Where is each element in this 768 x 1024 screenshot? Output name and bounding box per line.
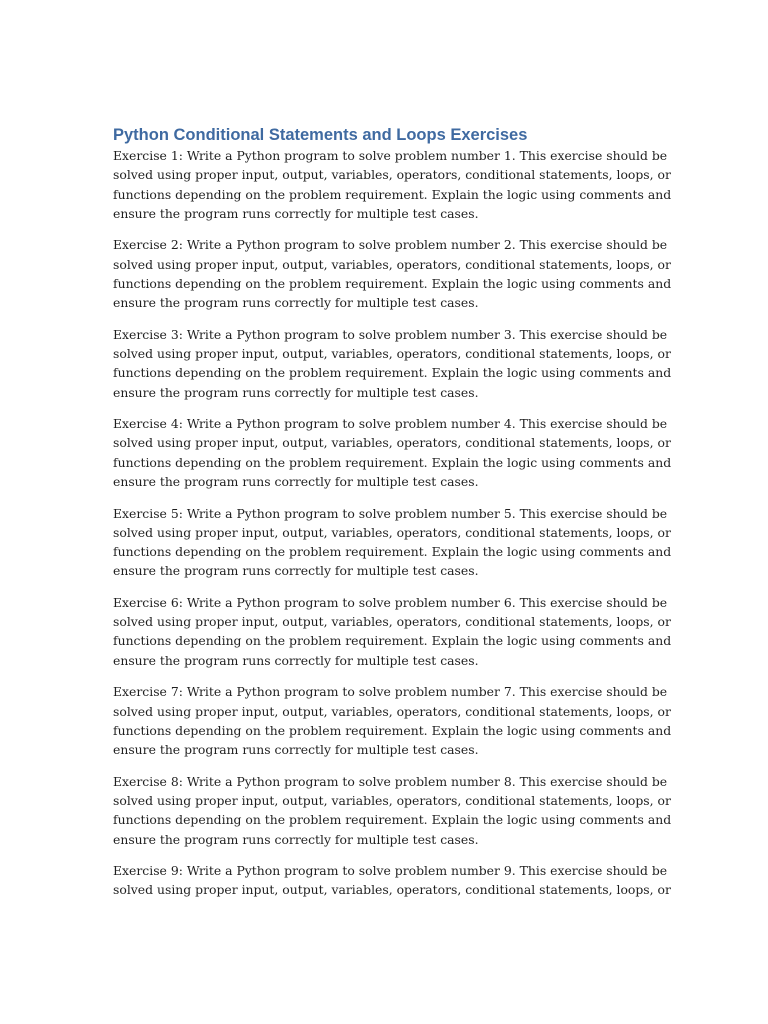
- exercise-paragraph-4: [113, 414, 672, 491]
- exercise-list: [113, 146, 672, 900]
- paragraph-spacer: [113, 223, 643, 235]
- paragraph-spacer: [113, 670, 643, 682]
- exercise-paragraph-3: [113, 325, 672, 402]
- exercise-text-line: Exercise 1: Write a Python program to solve problem number 1. This exercise should be: [113, 148, 668, 163]
- exercise-text-line: solved using proper input, output, variables, operators, conditional statements, loops, or: [113, 346, 671, 362]
- exercise-text-line: solved using proper input, output, variables, operators, conditional statements, loops, or: [113, 256, 671, 272]
- exercise-text-line: functions depending on the problem requirement. Explain the logic using comments and: [113, 544, 672, 560]
- exercise-text-line: Exercise 4: Write a Python program to solve problem number 4. This exercise should be: [113, 416, 668, 432]
- exercise-text-line: Exercise 9: Write a Python program to solve problem number 9. This exercise should be: [113, 863, 668, 878]
- paragraph-spacer: [113, 581, 643, 593]
- exercise-paragraph-7: [113, 682, 672, 759]
- exercise-text-line: ensure the program runs correctly for multiple test cases.: [113, 474, 479, 490]
- exercise-text-line: solved using proper input, output, variables, operators, conditional statements, loops, or: [113, 792, 671, 808]
- exercise-paragraph-8: [113, 772, 672, 849]
- exercise-text-line: ensure the program runs correctly for multiple test cases.: [113, 652, 479, 668]
- exercise-paragraph-5: [113, 504, 672, 581]
- exercise-text-line: solved using proper input, output, variables, operators, conditional statements, loops, or: [113, 435, 671, 451]
- exercise-text-line: ensure the program runs correctly for multiple test cases.: [113, 742, 479, 758]
- exercise-text-line: ensure the program runs correctly for multiple test cases.: [113, 205, 479, 221]
- exercise-text-line: solved using proper input, output, variables, operators, conditional statements, loops, or: [113, 524, 671, 540]
- exercise-text-line: solved using proper input, output, variables, operators, conditional statements, loops, or: [113, 703, 671, 719]
- exercise-text-line: Exercise 3: Write a Python program to solve problem number 3. This exercise should be: [113, 326, 668, 342]
- document-body: [113, 124, 672, 900]
- exercise-text-line: ensure the program runs correctly for multiple test cases.: [113, 384, 479, 400]
- exercise-text-line: functions depending on the problem requirement. Explain the logic using comments and: [113, 722, 672, 738]
- exercise-paragraph-6: [113, 593, 672, 670]
- exercise-text-line: Exercise 8: Write a Python program to solve problem number 8. This exercise should be: [113, 773, 668, 789]
- paragraph-spacer: [113, 402, 643, 414]
- paragraph-spacer: [113, 491, 643, 503]
- exercise-text-line: functions depending on the problem requirement. Explain the logic using comments and: [113, 275, 672, 291]
- document-title: Python Conditional Statements and Loops Exercises: [113, 126, 528, 144]
- exercise-text-line: functions depending on the problem requirement. Explain the logic using comments and: [113, 812, 672, 828]
- exercise-text-line: Exercise 7: Write a Python program to solve problem number 7. This exercise should be: [113, 684, 668, 700]
- exercise-text-line: solved using proper input, output, variables, operators, conditional statements, loops, or: [113, 167, 671, 183]
- exercise-text-line: solved using proper input, output, variables, operators, conditional statements, loops, or: [113, 882, 671, 898]
- exercise-text-line: ensure the program runs correctly for multiple test cases.: [113, 295, 479, 311]
- exercise-paragraph-2: [113, 235, 672, 312]
- exercise-text-line: Exercise 2: Write a Python program to solve problem number 2. This exercise should be: [113, 237, 668, 253]
- paragraph-spacer: [113, 759, 643, 771]
- exercise-text-line: ensure the program runs correctly for multiple test cases.: [113, 831, 479, 847]
- exercise-paragraph-9: [113, 861, 671, 900]
- exercise-text-line: solved using proper input, output, variables, operators, conditional statements, loops, or: [113, 614, 671, 630]
- exercise-text-line: functions depending on the problem requirement. Explain the logic using comments and: [113, 365, 672, 381]
- exercise-text-line: functions depending on the problem requirement. Explain the logic using comments and: [113, 186, 672, 202]
- exercise-text-line: ensure the program runs correctly for multiple test cases.: [113, 563, 479, 579]
- exercise-paragraph-1: [113, 146, 672, 223]
- exercise-text-line: Exercise 6: Write a Python program to solve problem number 6. This exercise should be: [113, 594, 668, 610]
- exercise-text-line: functions depending on the problem requirement. Explain the logic using comments and: [113, 633, 672, 649]
- exercise-text-line: Exercise 5: Write a Python program to solve problem number 5. This exercise should be: [113, 505, 668, 521]
- paragraph-spacer: [113, 313, 643, 325]
- exercise-text-line: functions depending on the problem requirement. Explain the logic using comments and: [113, 454, 672, 470]
- paragraph-spacer: [113, 849, 643, 861]
